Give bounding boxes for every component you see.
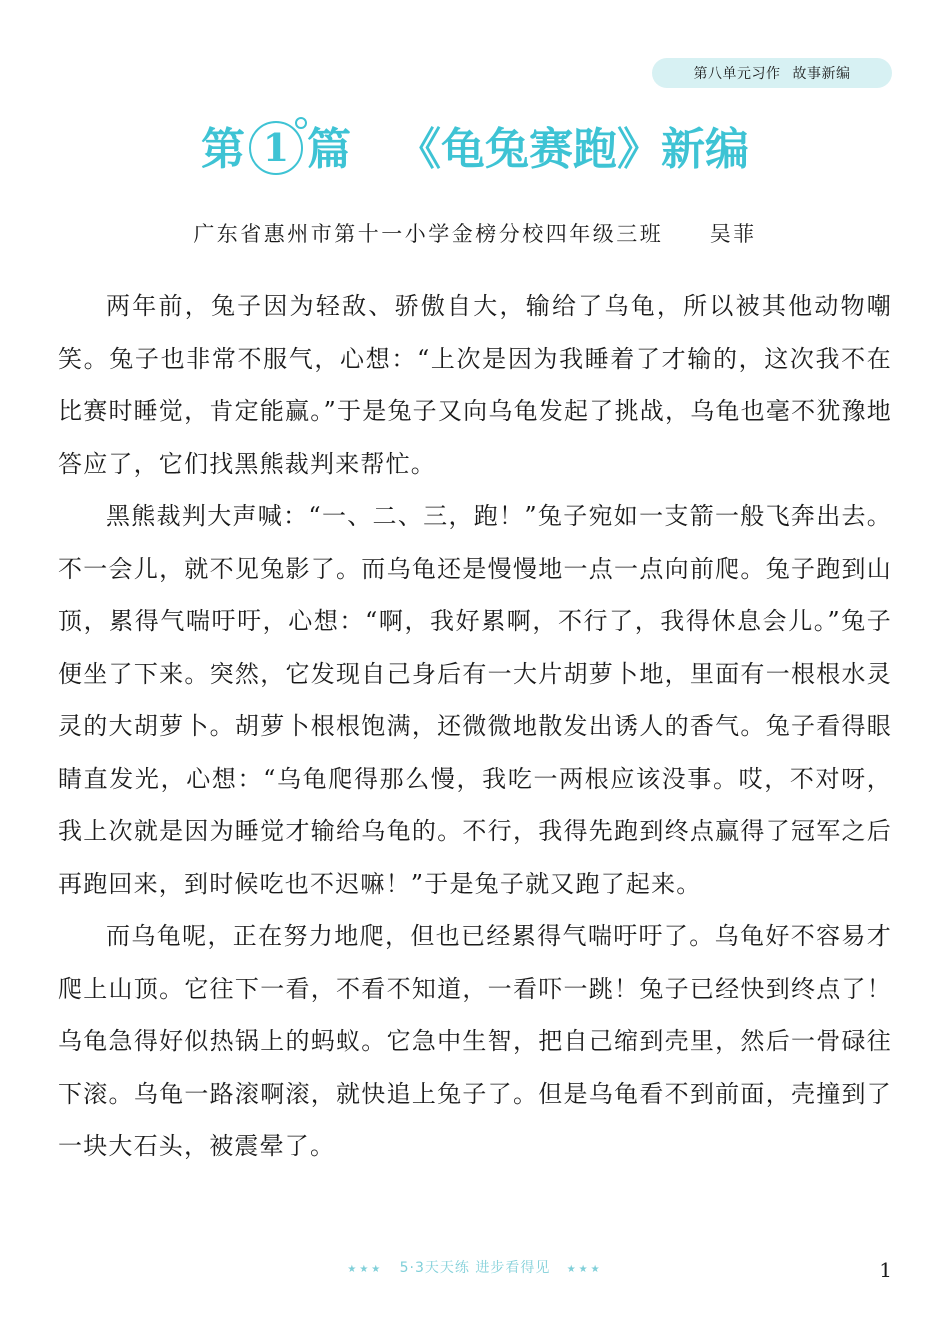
paragraph-2: 黑熊裁判大声喊：“一、二、三，跑！”兔子宛如一支箭一般飞奔出去。不一会儿，就不见兔影了。而乌龟还是慢慢地一点一点向前爬。兔子跑到山顶，累得气喘吁吁，心想：“啊，我好累啊，不行了，我得休息会儿。”兔子便坐了下来。突然，它发现自己身后有一大片胡萝卜地，里面有一根根水灵灵的大胡萝卜。胡萝卜根根饱满，还微微地散发出诱人的香气。兔子看得眼睛直发光，心想：“乌龟爬得那么慢，我吃一两根应该没事。哎，不对呀，我上次就是因为睡觉才输给乌龟的。不行，我得先跑到终点赢得了冠军之后再跑回来，到时候吃也不迟嘛！”于是兔子就又跑了起来。 — [58, 502, 892, 898]
byline — [0, 218, 950, 248]
title-suffix: 篇 — [307, 124, 351, 175]
author-name: 吴菲 — [709, 222, 757, 246]
topic-label: 故事新编 — [792, 66, 851, 82]
footer-slogan: 5·3天天练 进步看得见 — [399, 1260, 551, 1276]
paragraph-3: 而乌龟呢，正在努力地爬，但也已经累得气喘吁吁了。乌龟好不容易才爬上山顶。它往下一看，不看不知道，一看吓一跳！兔子已经快到终点了！乌龟急得好似热锅上的蚂蚁。它急中生智，把自己缩到壳里，然后一骨碌往下滚。乌龟一路滚啊滚，就快追上兔子了。但是乌龟看不到前面，壳撞到了一块大石头，被震晕了。 — [58, 922, 892, 1160]
page-number: 1 — [879, 1258, 892, 1282]
article-title — [0, 118, 950, 182]
article-body — [58, 280, 892, 1173]
footer-stars-left-icon: ★★★ — [347, 1264, 384, 1275]
article-number: 1 — [262, 125, 290, 170]
paragraph-1: 两年前，兔子因为轻敌、骄傲自大，输给了乌龟，所以被其他动物嘲笑。兔子也非常不服气，心想：“上次是因为我睡着了才输的，这次我不在比赛时睡觉，肯定能赢。”于是兔子又向乌龟发起了挑战，乌龟也毫不犹豫地答应了，它们找黑熊裁判来帮忙。 — [58, 292, 892, 478]
badge-dot-icon — [295, 117, 307, 129]
footer-stars-right-icon: ★★★ — [566, 1264, 603, 1275]
section-header-pill — [652, 58, 892, 88]
school-name: 广东省惠州市第十一小学金榜分校四年级三班 — [193, 222, 664, 246]
article-number-badge — [249, 121, 303, 175]
title-name: 《龟兔赛跑》新编 — [397, 124, 749, 175]
title-prefix: 第 — [201, 124, 245, 175]
page-footer — [0, 1257, 950, 1277]
unit-label: 第八单元习作 — [693, 66, 781, 82]
